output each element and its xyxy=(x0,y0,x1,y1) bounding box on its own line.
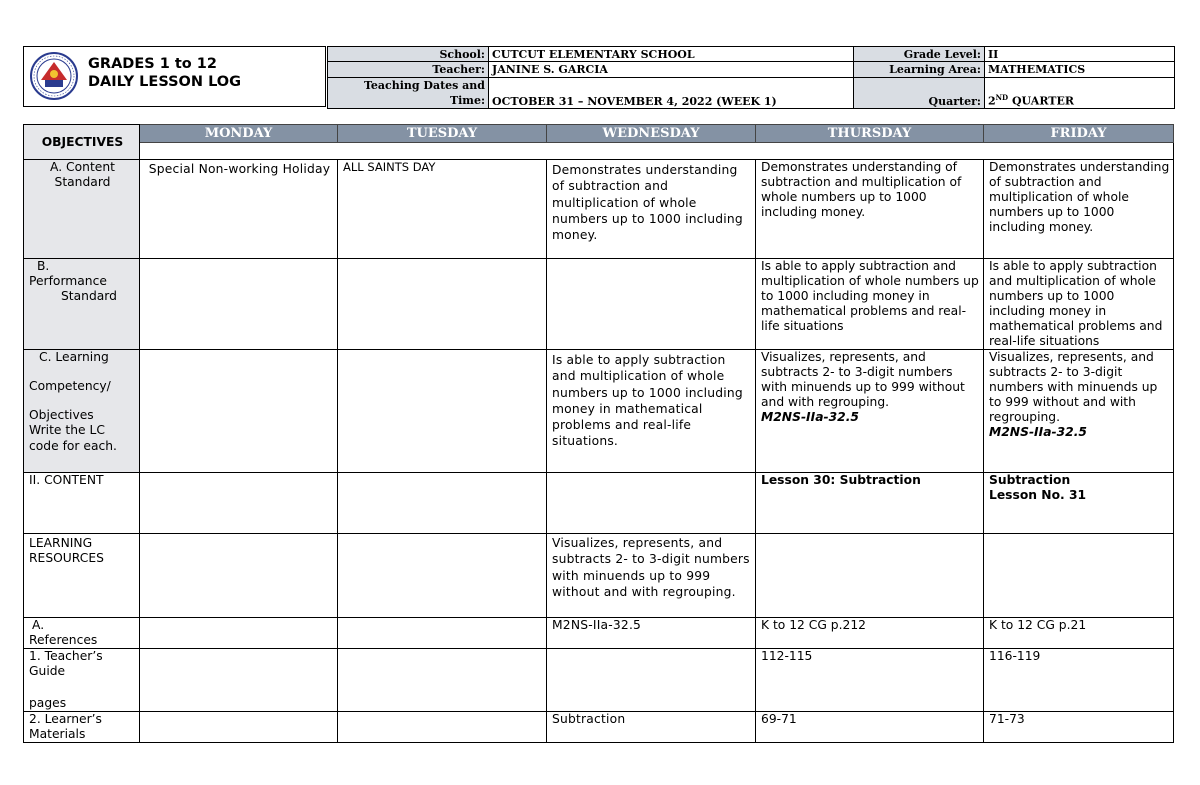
performance-standard-label-line1: B. xyxy=(37,259,50,273)
learners-materials-monday xyxy=(140,712,338,743)
grade-level-label: Grade Level: xyxy=(854,47,985,62)
table-row-learners-materials xyxy=(24,712,1174,743)
day-thursday: THURSDAY xyxy=(756,125,984,143)
performance-standard-label-line2: Performance xyxy=(29,274,107,288)
references-label-line1: A. xyxy=(32,618,45,632)
performance-standard-monday xyxy=(140,259,338,350)
learners-materials-label xyxy=(24,712,140,743)
performance-standard-label-line3: Standard xyxy=(61,289,117,303)
teachers-guide-label-line1: 1. Teacher’s xyxy=(29,649,103,663)
content-standard-thursday: Demonstrates understanding of subtraction and multiplication of whole numbers up to 1000 including money. xyxy=(756,160,984,259)
table-row-references xyxy=(24,618,1174,649)
teachers-guide-wednesday xyxy=(547,649,756,712)
teacher-label: Teacher: xyxy=(328,62,489,78)
teaching-dates-value: OCTOBER 31 – NOVEMBER 4, 2022 (WEEK 1) xyxy=(489,78,854,109)
teachers-guide-label-line2: Guide xyxy=(29,664,66,678)
learning-resources-friday xyxy=(984,534,1174,618)
learning-competency-thursday-text: Visualizes, represents, and subtracts 2- to 3-digit numbers with minuends up to 999 without and with regrouping. xyxy=(761,350,965,409)
learning-resources-label-line1: LEARNING xyxy=(29,536,93,550)
objectives-header: OBJECTIVES xyxy=(24,125,140,160)
day-monday: MONDAY xyxy=(140,125,338,143)
content-monday xyxy=(140,473,338,534)
content-standard-label xyxy=(24,160,140,259)
learning-area-value: MATHEMATICS xyxy=(985,62,1175,78)
references-wednesday: M2NS-IIa-32.5 xyxy=(547,618,756,649)
header-title-box xyxy=(23,46,326,107)
learning-competency-label-line1: C. Learning xyxy=(39,350,109,364)
learning-competency-thursday-code: M2NS-IIa-32.5 xyxy=(761,410,859,424)
quarter-suffix: ND xyxy=(995,93,1009,103)
day-header-row xyxy=(24,125,1174,143)
learning-competency-label-line2: Competency/ xyxy=(29,379,111,394)
teaching-dates-label xyxy=(328,78,489,109)
quarter-label: Quarter: xyxy=(854,78,985,109)
performance-standard-wednesday xyxy=(547,259,756,350)
content-tuesday xyxy=(338,473,547,534)
learning-competency-friday xyxy=(984,350,1174,473)
content-wednesday xyxy=(547,473,756,534)
performance-standard-thursday: Is able to apply subtraction and multiplication of whole numbers up to 1000 including money in mathematical problems and real-life situations xyxy=(756,259,984,350)
learning-competency-tuesday xyxy=(338,350,547,473)
references-label xyxy=(24,618,140,649)
teaching-dates-label-line2: Time: xyxy=(449,94,485,107)
table-row-content xyxy=(24,473,1174,534)
performance-standard-friday: Is able to apply subtraction and multiplication of whole numbers up to 1000 including money in mathematical problems and real-life situations xyxy=(984,259,1174,350)
learning-resources-label-line2: RESOURCES xyxy=(29,551,104,565)
school-label: School: xyxy=(328,47,489,62)
title-line-2: DAILY LESSON LOG xyxy=(88,74,242,90)
table-row-learning-resources xyxy=(24,534,1174,618)
content-standard-monday: Special Non-working Holiday xyxy=(140,160,338,259)
teachers-guide-label-line3: pages xyxy=(29,696,67,710)
references-thursday: K to 12 CG p.212 xyxy=(756,618,984,649)
learning-competency-wednesday: Is able to apply subtraction and multiplication of whole numbers up to 1000 including money in mathematical problems and real-life situations. xyxy=(547,350,756,473)
table-row-learning-competency xyxy=(24,350,1174,473)
learning-competency-label xyxy=(24,350,140,473)
learning-resources-label xyxy=(24,534,140,618)
learning-competency-friday-code: M2NS-IIa-32.5 xyxy=(989,425,1087,439)
learning-resources-tuesday xyxy=(338,534,547,618)
teachers-guide-tuesday xyxy=(338,649,547,712)
day-friday: FRIDAY xyxy=(984,125,1174,143)
learners-materials-label-line1: 2. Learner’s xyxy=(29,712,102,726)
content-standard-tuesday: ALL SAINTS DAY xyxy=(338,160,547,259)
day-subheader-row xyxy=(24,143,1174,160)
performance-standard-tuesday xyxy=(338,259,547,350)
content-standard-label-line2: Standard xyxy=(54,175,111,189)
grade-level-value: II xyxy=(985,47,1175,62)
learning-resources-wednesday: Visualizes, represents, and subtracts 2- to 3-digit numbers with minuends up to 999 without and with regrouping. xyxy=(547,534,756,618)
references-label-line2: References xyxy=(29,633,98,647)
day-wednesday: WEDNESDAY xyxy=(547,125,756,143)
learners-materials-tuesday xyxy=(338,712,547,743)
learners-materials-wednesday: Subtraction xyxy=(547,712,756,743)
content-friday-line1: Subtraction xyxy=(989,473,1071,487)
lesson-log-table xyxy=(23,124,1174,743)
learning-area-label: Learning Area: xyxy=(854,62,985,78)
learning-competency-thursday xyxy=(756,350,984,473)
teachers-guide-friday: 116-119 xyxy=(984,649,1174,712)
performance-standard-label xyxy=(24,259,140,350)
header-info-table xyxy=(327,46,1175,109)
references-tuesday xyxy=(338,618,547,649)
teaching-dates-label-line1: Teaching Dates and xyxy=(363,79,485,92)
table-row-performance-standard xyxy=(24,259,1174,350)
teachers-guide-monday xyxy=(140,649,338,712)
teachers-guide-label xyxy=(24,649,140,712)
learners-materials-label-line2: Materials xyxy=(29,727,86,741)
day-tuesday: TUESDAY xyxy=(338,125,547,143)
learning-resources-monday xyxy=(140,534,338,618)
teachers-guide-thursday: 112-115 xyxy=(756,649,984,712)
content-standard-wednesday: Demonstrates understanding of subtraction and multiplication of whole numbers up to 1000 including money. xyxy=(547,160,756,259)
day-subheader-blank xyxy=(140,143,1174,160)
learning-competency-friday-text: Visualizes, represents, and subtracts 2- to 3-digit numbers with minuends up to 999 without and with regrouping. xyxy=(989,350,1158,424)
table-row-content-standard xyxy=(24,160,1174,259)
content-friday-line2: Lesson No. 31 xyxy=(989,488,1087,502)
content-standard-label-line1: A. Content xyxy=(50,160,115,174)
learning-competency-monday xyxy=(140,350,338,473)
teacher-value: JANINE S. GARCIA xyxy=(489,62,854,78)
content-label: II. CONTENT xyxy=(24,473,140,534)
title-line-1: GRADES 1 to 12 xyxy=(88,56,217,72)
table-row-teachers-guide xyxy=(24,649,1174,712)
deped-seal-icon xyxy=(30,52,78,100)
learning-competency-label-line4: Write the LC code for each. xyxy=(29,423,117,453)
references-monday xyxy=(140,618,338,649)
content-thursday: Lesson 30: Subtraction xyxy=(756,473,984,534)
page-title xyxy=(88,55,241,91)
content-friday xyxy=(984,473,1174,534)
school-value: CUTCUT ELEMENTARY SCHOOL xyxy=(489,47,854,62)
learners-materials-thursday: 69-71 xyxy=(756,712,984,743)
quarter-value xyxy=(985,78,1175,109)
quarter-number: 2 xyxy=(988,95,996,108)
quarter-word: QUARTER xyxy=(1011,95,1074,108)
learning-resources-thursday xyxy=(756,534,984,618)
learners-materials-friday: 71-73 xyxy=(984,712,1174,743)
content-standard-friday: Demonstrates understanding of subtraction and multiplication of whole numbers up to 1000 including money. xyxy=(984,160,1174,259)
references-friday: K to 12 CG p.21 xyxy=(984,618,1174,649)
learning-competency-label-line3: Objectives xyxy=(29,407,94,422)
